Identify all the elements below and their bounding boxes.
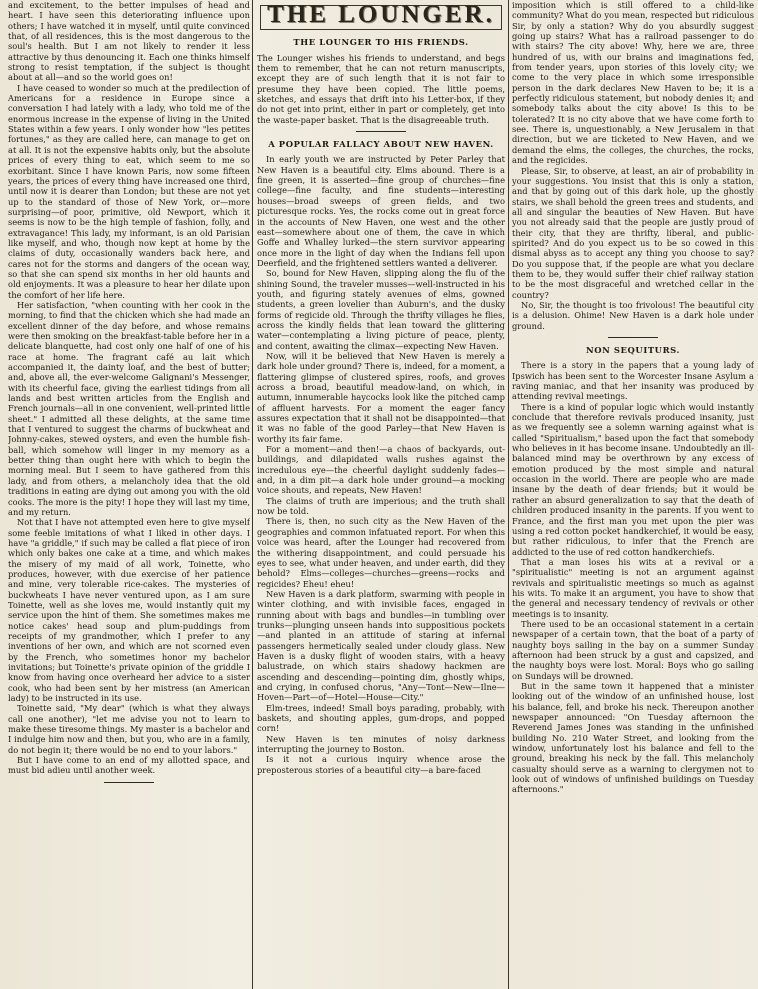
paragraph: Her satisfaction, "when counting with her cook in the morning, to find that the chicken which she had made an excellent dinner of the day before, and whose remains were then smoking on the breakfast-table before her in a delicate blanquette, had cost only one half of one of his race at home. The fragrant café au lait which accompanied it, the dainty loaf, and the best of butter; and, above all, the ever-welcome Galignani's Messenger, with its cheerful face, giving the earliest tidings from all lands and best written articles from the English and French journals—all in one convenient, well-printed little sheet." I admitted all these delights, at the same time that I ventured to suggest the charms of buckwheat and Johnny-cakes, stewed oysters, and even the humble fish-ball, which somehow will linger in my memory as a better thing than ought here with which to begin the morning meal. But I seem to have gathered from this lady, and from others, a melancholy idea that the old traditions in eating are dying out among you with the old cooks. The more is the pity! I hope they will last my time, and my return. <box>8 299 250 517</box>
paragraph: and excitement, to the better impulses of head and heart. I have seen this deteriorating influence upon others; I have watched it in myself, until quite convinced that, of all residences, this is the most dangerous to the soul's health. But I am not likely to render it less attractive by thus denouncing it. Each one thinks himself strong to resist temptation, if the subject is thought about at all—and so the world goes on! <box>8 0 250 83</box>
paragraph: So, bound for New Haven, slipping along the flu of the shining Sound, the traveler musses—well-instructed in his youth, and figuring stately avenues of elms, gowned students, a green lovelier than Auburn's, and the dusky forms of regicide old. Through the thrifty villages he flies, across the kindly fields that lean toward the glittering water—contemplating a living picture of peace, plenty, and content, awaiting the climax—expecting New Haven. <box>257 268 505 351</box>
paragraph: New Haven is a dark platform, swarming with people in winter clothing, and with invisible faces, engaged in running about with bags and bundles—in tumbling over trunks—plunging unseen hands into suppositious pockets—and planted in an attitude of staring at infernal passengers hermetically sealed under cloudy glass. New Haven is a dusky flight of wooden stairs, with a heavy balustrade, on which stairs shadowy hackmen are ascending and descending—pointing dim, ghostly whips, and crying, in confused chorus, "Any—Tont—New—Ilne—Hoven—Part—of—Hotel—House—City." <box>257 588 505 703</box>
section-heading: NON SEQUITURS. <box>585 345 681 355</box>
paragraph: In early youth we are instructed by Peter Parley that New Haven is a beautiful city. Elms abound. There is a fine green, it is asserted—fine group of churches—fine college—fine faculty, and fine students—interesting houses—broad sweeps of green fields, and two picturesque rocks. Yes, the rocks come out in great force in the accounts of New Haven, one west and the other east—somewhere about one of them, the cave in which Goffe and Whalley lurked—the stern survivor appearing once more in the light of day when the Indians fell upon Deerfield, and the frightened settlers wanted a deliverer. <box>257 154 505 268</box>
section-heading: THE LOUNGER TO HIS FRIENDS. <box>293 37 469 48</box>
column-rule-right <box>508 0 509 989</box>
paragraph: There is, then, no such city as the New Haven of the geographies and common infatuated report. For when this voice was heard, after the Lounger had recovered from the withering disappointment, and could persuade his eyes to see, what under heaven, and under earth, did they behold? Elms—colleges—churches—greens—rocks and regicides? Eheu! eheu! <box>257 516 505 589</box>
masthead <box>260 1 502 30</box>
paragraph: Not that I have not attempted even here to give myself some feeble imitations of what I liked in other days. I have "a griddle," if such may be called a flat piece of iron which only bakes one cake at a time, and which makes the misery of my maid of all work, Toinette, who produces, however, with due exercise of her patience and mine, very tolerable rice-cakes. The mysteries of buckwheats I have never ventured upon, as I am sure Toinette, well as she loves me, would instantly quit my service upon the hint of them. She sometimes makes me notice cakes' head soup and plum-puddings from receipts of my grandmother, which I prefer to any inventions of her own, and which are not scorned even by the French, who sometimes honor my bachelor invitations; but Toinette's private opinion of the griddle I know from having once overheard her advice to a sister cook, who had been sent by her mistress (an American lady) to be instructed in its use. <box>8 517 250 704</box>
paragraph: But in the same town it happened that a minister looking out of the window of an unfinished house, lost his balance, fell, and broke his neck. Thereupon another newspaper announced: "On Tuesday afternoon the Reverend James Jones was standing in the unfinished building No. 210 Water Street, and looking from the window, unfortunately lost his balance and fell to the ground, breaking his neck by the fall. This melancholy casualty should serve as a warning to clergymen not to look out of windows of unfinished buildings on Tuesday afternoons." <box>512 681 754 795</box>
section-heading: A POPULAR FALLACY ABOUT NEW HAVEN. <box>268 139 494 150</box>
section-rule <box>608 337 658 338</box>
column-right <box>512 0 754 989</box>
paragraph: No, Sir, the thought is too frivolous! The beautiful city is a delusion. Ohime! New Haven is a dark hole under ground. <box>512 299 754 331</box>
column-middle <box>257 0 505 989</box>
paragraph: That a man loses his wits at a revival or a "spiritualistic" meeting is not an argument against revivals and spiritualistic meetings so much as against his wits. To make it an argument, you have to show that the general and necessary tendency of revivals or other meetings is to insanity. <box>512 556 754 619</box>
paragraph: I have ceased to wonder so much at the predilection of Americans for a residence in Europe since a conversation I had lately with a lady, who told me of the enormous increase in the expense of living in the United States within a few years. I only wonder how "les petites fortunes," as they are called here, can manage to get on at all. It is not the expensive habits only, but the absolute prices of every thing to eat, which seem to me so exorbitant. Since I have known Paris, now some fifteen years, the prices of every thing have increased one third, until now it is dearer than London; but these are not yet up to the standard of those of New York, or—more surprising—of poor, primitive, old Newport, which it seems is now to be the high temple of fashion, folly, and extravagance! This lady, my informant, is an old Parisian like myself, and who, though now kept at home by the claims of duty, occasionally wanders back here, and cares not for the storms and dangers of the ocean way, so that she can spend six months in her old haunts and old enjoyments. It was a pleasure to hear her dilate upon the comfort of her life here. <box>8 82 250 300</box>
paragraph: Is it not a curious inquiry whence arose the preposterous stories of a beautiful city—a bare-faced <box>257 754 505 775</box>
paragraph: imposition which is still offered to a child-like community? What do you mean, respected but ridiculous Sir, by only a station? Why do you absurdly suggest going up stairs? What has a railroad passenger to do with stairs? The city above! Why, here we are, three hundred of us, with our brains and imaginations fed, from tender years, upon stories of this lovely city; we come to the very place in which some irresponsible person in the dark declares New Haven to be; it is a perfectly ridiculous statement, but nobody denies it; and somebody talks about the city above! Is this to be tolerated? It is no city above that we have come forth to see. There is, unquestionably, a New Jerusalem in that direction, but we are ticketed to New Haven, and we demand the elms, the colleges, the churches, the rocks, and the regicides. <box>512 0 754 166</box>
column-rule-left <box>252 0 253 989</box>
paragraph: The claims of truth are imperious; and the truth shall now be told. <box>257 495 505 517</box>
end-rule <box>104 782 154 783</box>
paragraph: New Haven is ten minutes of noisy darkness interrupting the journey to Boston. <box>257 733 505 755</box>
paragraph: But I have come to an end of my allotted space, and must bid adieu until another week. <box>8 755 250 776</box>
paragraph: For a moment—and then!—a chaos of backyards, out-buildings, and dilapidated walls rushes against the incredulous eye—the cheerful daylight suddenly fades—and, in a dim pit—a dark hole under ground—a mocking voice shouts, and repeats, New Haven! <box>257 444 505 496</box>
paragraph: Now, will it be believed that New Haven is merely a dark hole under ground? There is, indeed, for a moment, a flattering glimpse of clustered spires, roofs, and groves across a broad, beautiful meadow-land, on which, in autumn, innumerable haycocks look like the pitched camp of affluent harvests. For a moment the eager fancy assures expectation that it shall not be disappointed—that it was no fable of the good Parley—that New Haven is worthy its fair fame. <box>257 350 505 444</box>
masthead-title: THE LOUNGER. <box>267 1 495 28</box>
section-rule <box>356 131 406 132</box>
paragraph: There is a story in the papers that a young lady of Ipswich has been sent to the Worcester Insane Asylum a raving maniac, and that her insanity was produced by attending revival meetings. <box>512 360 754 402</box>
paragraph: Toinette said, "My dear" (which is what they always call one another), "let me advise you not to learn to make these tiresome things. My master is a bachelor and I indulge him now and then, but you, who are in a family, do not begin it; there would be no end to your labors." <box>8 703 250 755</box>
paragraph: Please, Sir, to observe, at least, an air of probability in your suggestions. You insist that this is only a station, and that by going out of this dark hole, up the ghostly stairs, we shall behold the green trees and students, and all and singular the beauties of New Haven. But have you not already said that the people are justly proud of their city, that they are thrifty, liberal, and public-spirited? And do you expect us to be so cowed in this dismal abyss as to accept any thing you choose to say? Do you suppose that, if the people are what you declare them to be, they would suffer their chief railway station to be the most disgraceful and wretched cellar in the country? <box>512 165 754 300</box>
paragraph: Elm-trees, indeed! Small boys parading, probably, with baskets, and shouting apples, gum-drops, and popped corn! <box>257 702 505 734</box>
paragraph: There is a kind of popular logic which would instantly conclude that therefore revivals produced insanity, just as we frequently see a solemn warning against what is called "Spiritualism," based upon the fact that somebody who believes in it has become insane. Undoubtedly an ill-balanced mind may be overthrown by any excess of emotion produced by the most simple and natural occasion in the world. There are people who are made insane by the death of dear friends; but it would be rather an absurd generalization to say that the death of children produced insanity in the parents. If you went to France, and the first man you met upon the pier was using a red cotton pocket handkerchief, it would be easy, but rather ridiculous, to infer that the French are addicted to the use of red cotton handkerchiefs. <box>512 401 754 557</box>
column-left <box>8 0 250 989</box>
paragraph: The Lounger wishes his friends to understand, and begs them to remember, that he can not return manuscripts, except they are of such length that it is not fair to presume they have been copied. The little poems, sketches, and essays that drift into his Letter-box, if they do not get into print, either in part or completely, get into the waste-paper basket. That is the disagreeable truth. <box>257 52 505 125</box>
paragraph: There used to be an occasional statement in a certain newspaper of a certain town, that the boat of a party of naughty boys sailing in the bay on a summer Sunday afternoon had been struck by a gust and capsized, and the naughty boys were lost. Moral: Boys who go sailing on Sundays will be drowned. <box>512 618 754 681</box>
